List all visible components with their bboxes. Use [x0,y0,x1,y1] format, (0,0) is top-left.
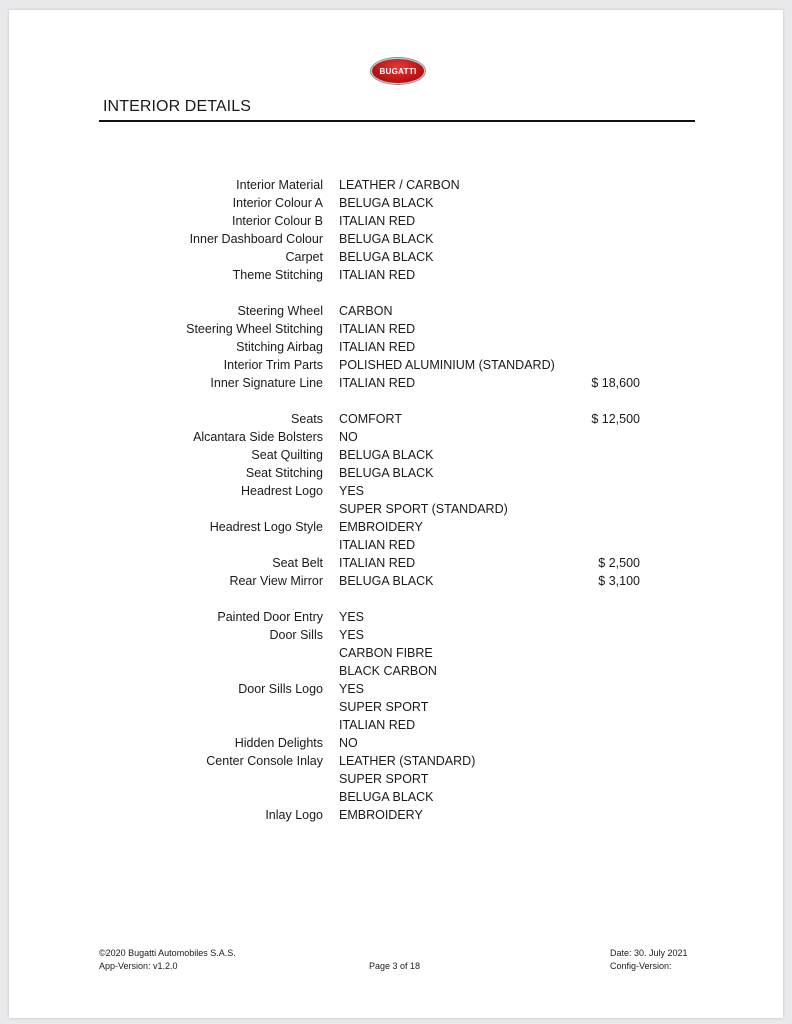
detail-row [9,626,783,644]
detail-value: NO [339,736,358,750]
detail-row [9,410,783,428]
footer-app-version: App-Version: v1.2.0 [99,961,178,971]
detail-label: Headrest Logo [240,484,323,498]
detail-row [9,428,783,446]
detail-value: YES [339,682,365,696]
detail-label: Interior Colour B [231,214,323,228]
detail-label: Interior Material [236,178,323,192]
detail-value: ITALIAN RED [339,340,416,354]
detail-price: $ 12,500 [591,412,640,426]
detail-label: Steering Wheel Stitching [186,322,323,336]
detail-label: Carpet [285,250,323,264]
footer-page-number: Page 3 of 18 [369,961,421,971]
detail-value: ITALIAN RED [339,322,416,336]
detail-value: NO [339,430,358,444]
detail-value: BELUGA BLACK [339,250,434,264]
detail-row [9,482,783,500]
detail-row [9,338,783,356]
detail-label: Inner Signature Line [210,376,323,390]
detail-label: Seats [291,412,323,426]
detail-value: YES [339,628,365,642]
detail-value: EMBROIDERY [339,808,423,822]
detail-price: $ 18,600 [591,376,640,390]
detail-row [9,320,783,338]
footer-config-version: Config-Version: [610,961,672,971]
detail-row [9,230,783,248]
detail-label: Hidden Delights [234,736,323,750]
detail-value: LEATHER (STANDARD) [339,754,476,768]
detail-label: Door Sills Logo [238,682,323,696]
detail-row [9,554,783,572]
bugatti-logo [371,58,425,84]
detail-label: Inlay Logo [265,808,323,822]
detail-row [9,680,783,698]
detail-row [9,752,783,770]
detail-value: ITALIAN RED [339,718,416,732]
detail-value: BLACK CARBON [339,664,437,678]
detail-value: SUPER SPORT [339,772,429,786]
detail-row [9,464,783,482]
detail-value: BELUGA BLACK [339,466,434,480]
detail-row [9,770,783,788]
detail-row [9,194,783,212]
detail-row [9,266,783,284]
detail-value: COMFORT [339,412,402,426]
detail-value: SUPER SPORT [339,700,429,714]
detail-row [9,698,783,716]
detail-value: POLISHED ALUMINIUM (STANDARD) [339,358,555,372]
detail-row [9,356,783,374]
detail-label: Theme Stitching [232,268,323,282]
detail-value: BELUGA BLACK [339,232,434,246]
detail-value: CARBON [339,304,393,318]
detail-row [9,788,783,806]
detail-label: Interior Colour A [232,196,323,210]
detail-value: BELUGA BLACK [339,574,434,588]
detail-row [9,734,783,752]
detail-row [9,608,783,626]
detail-row [9,572,783,590]
detail-value: CARBON FIBRE [339,646,433,660]
detail-row [9,806,783,824]
detail-label: Stitching Airbag [236,340,323,354]
detail-value: YES [339,610,365,624]
detail-row [9,536,783,554]
detail-row [9,176,783,194]
detail-label: Seat Quilting [251,448,323,462]
detail-value: ITALIAN RED [339,214,416,228]
detail-row [9,518,783,536]
title-divider [99,120,695,122]
details-list [9,176,783,824]
detail-label: Headrest Logo Style [209,520,323,534]
detail-label: Door Sills [269,628,323,642]
detail-price: $ 2,500 [598,556,640,570]
detail-label: Seat Belt [272,556,323,570]
detail-value: BELUGA BLACK [339,448,434,462]
detail-label: Center Console Inlay [206,754,323,768]
detail-label: Seat Stitching [245,466,323,480]
logo-text: BUGATTI [379,66,417,76]
detail-value: YES [339,484,365,498]
detail-label: Inner Dashboard Colour [189,232,323,246]
detail-row [9,374,783,392]
detail-value: ITALIAN RED [339,538,416,552]
detail-value: EMBROIDERY [339,520,423,534]
detail-label: Steering Wheel [237,304,323,318]
detail-row [9,716,783,734]
detail-value: BELUGA BLACK [339,790,434,804]
detail-value: SUPER SPORT (STANDARD) [339,502,508,516]
detail-row [9,302,783,320]
footer-right [610,947,688,973]
detail-value: ITALIAN RED [339,268,416,282]
detail-row [9,662,783,680]
detail-value: LEATHER / CARBON [339,178,460,192]
page-title: INTERIOR DETAILS [103,98,251,115]
detail-label: Rear View Mirror [229,574,323,588]
detail-value: ITALIAN RED [339,376,416,390]
detail-value: ITALIAN RED [339,556,416,570]
footer-copyright: ©2020 Bugatti Automobiles S.A.S. [99,948,236,958]
document-page [9,10,783,1018]
footer-date: Date: 30. July 2021 [610,948,688,958]
detail-value: BELUGA BLACK [339,196,434,210]
detail-row [9,248,783,266]
detail-row [9,212,783,230]
detail-label: Interior Trim Parts [223,358,323,372]
detail-row [9,644,783,662]
footer-left [99,947,236,973]
detail-price: $ 3,100 [598,574,640,588]
detail-label: Painted Door Entry [217,610,323,624]
detail-row [9,500,783,518]
detail-row [9,446,783,464]
detail-label: Alcantara Side Bolsters [193,430,323,444]
